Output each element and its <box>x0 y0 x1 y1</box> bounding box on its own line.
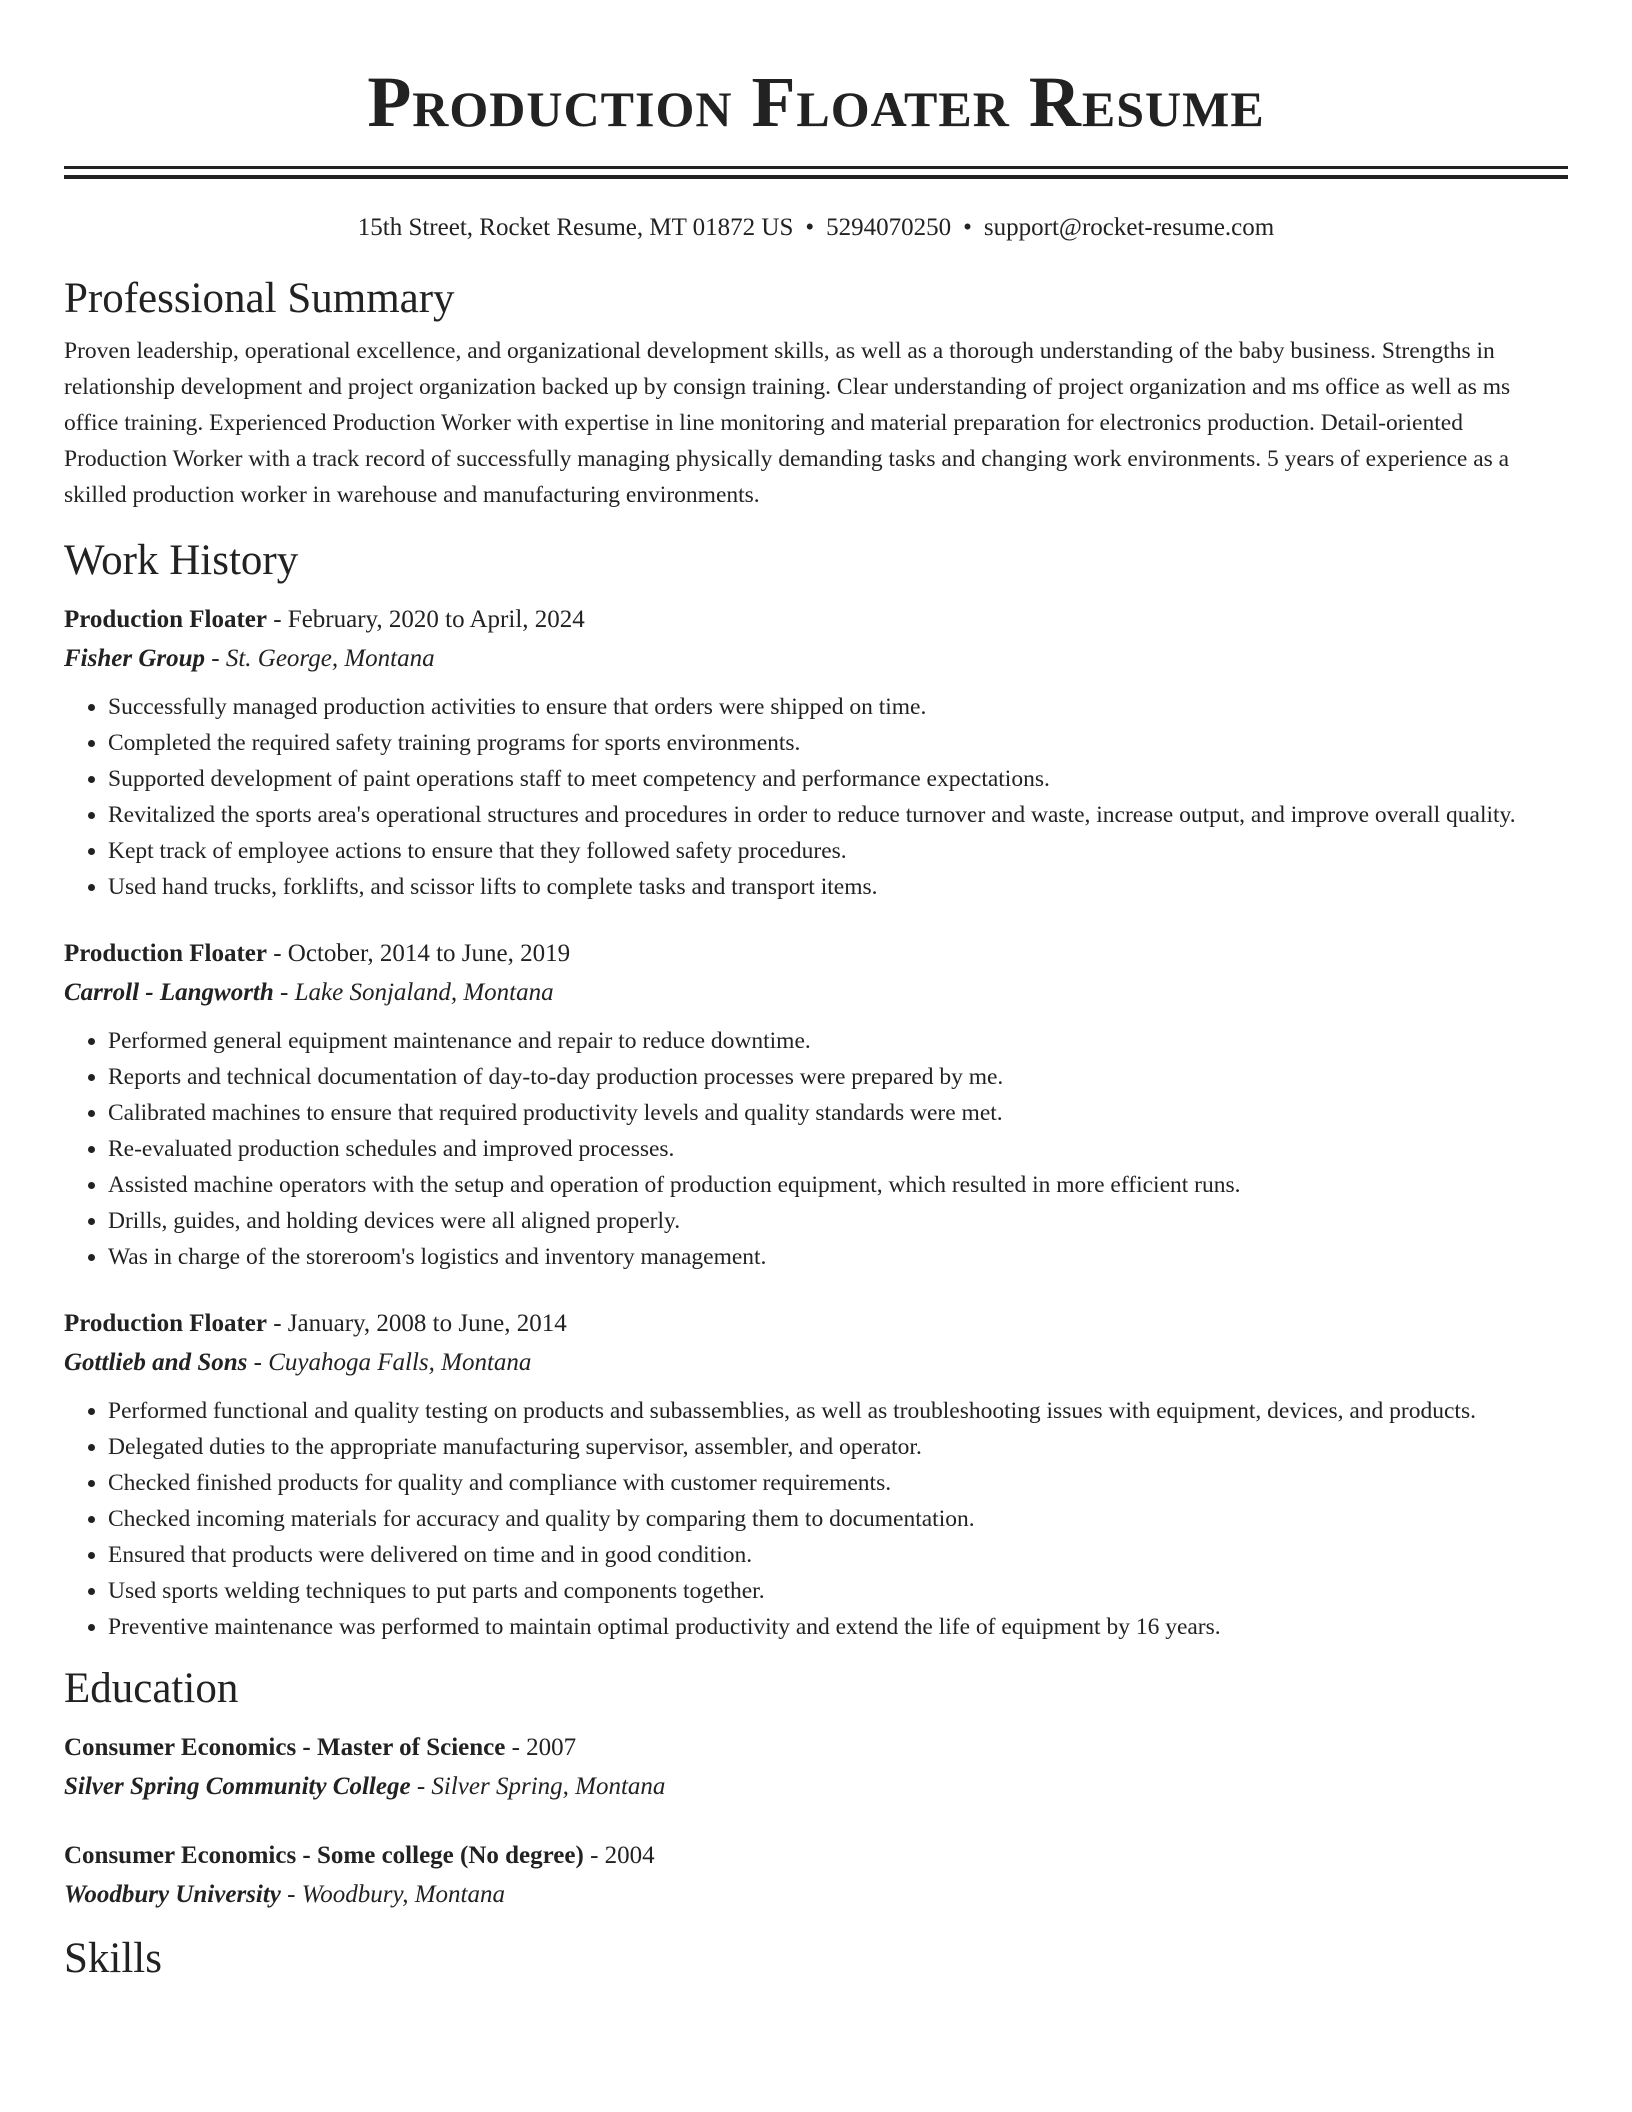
job-company: Fisher Group <box>64 645 206 672</box>
job-entry <box>64 1305 1568 1645</box>
contact-address: 15th Street, Rocket Resume, MT 01872 US <box>357 214 794 241</box>
job-title-line <box>64 601 1568 639</box>
job-company-line <box>64 639 1568 679</box>
contact-line <box>64 213 1568 243</box>
job-company: Carroll - Langworth <box>64 979 274 1006</box>
list-item: • Calibrated machines to ensure that required productivity levels and quality standards were met. <box>108 1095 1568 1131</box>
education-entry <box>64 1729 1568 1807</box>
education-degree-line <box>64 1837 1568 1875</box>
list-item: • Kept track of employee actions to ensure that they followed safety procedures. <box>108 833 1568 869</box>
list-item: • Supported development of paint operations staff to meet competency and performance expectations. <box>108 761 1568 797</box>
title-divider-bottom <box>64 175 1568 179</box>
education-school: Woodbury University <box>64 1881 281 1908</box>
list-item: • Checked incoming materials for accuracy and quality by comparing them to documentation. <box>108 1501 1568 1537</box>
contact-phone: 5294070250 <box>826 214 952 241</box>
job-dates: - October, 2014 to June, 2019 <box>266 940 571 967</box>
list-item: • Reports and technical documentation of day-to-day production processes were prepared by me. <box>108 1059 1568 1095</box>
education-degree-line <box>64 1729 1568 1767</box>
job-company-line <box>64 973 1568 1013</box>
list-item: • Assisted machine operators with the setup and operation of production equipment, which resulted in more efficient runs. <box>108 1167 1568 1203</box>
education-year: - 2004 <box>583 1842 655 1869</box>
education-school-line <box>64 1875 1568 1915</box>
education-heading: Education <box>64 1665 239 1712</box>
education-location: - Silver Spring, Montana <box>410 1773 666 1800</box>
list-item: • Performed functional and quality testing on products and subassemblies, as well as troubleshooting issues with equipment, devices, and products. <box>108 1393 1568 1429</box>
summary-heading: Professional Summary <box>64 275 455 322</box>
list-item: • Delegated duties to the appropriate manufacturing supervisor, assembler, and operator. <box>108 1429 1568 1465</box>
contact-separator: • <box>805 214 815 241</box>
job-title: Production Floater <box>64 940 267 967</box>
job-location: - St. George, Montana <box>205 645 435 672</box>
job-title-line <box>64 935 1568 973</box>
list-item: • Used sports welding techniques to put parts and components together. <box>108 1573 1568 1609</box>
education-entry <box>64 1837 1568 1915</box>
list-item: • Revitalized the sports area's operational structures and procedures in order to reduce turnover and waste, increase output, and improve overall quality. <box>108 797 1568 833</box>
page-title: Production Floater Resume <box>367 62 1265 142</box>
job-company: Gottlieb and Sons <box>64 1349 248 1376</box>
list-item: • Drills, guides, and holding devices were all aligned properly. <box>108 1203 1568 1239</box>
job-bullets <box>64 1023 1568 1275</box>
job-dates: - January, 2008 to June, 2014 <box>266 1310 567 1337</box>
education-school-line <box>64 1767 1568 1807</box>
education-year: - 2007 <box>505 1734 577 1761</box>
list-item: • Successfully managed production activities to ensure that orders were shipped on time. <box>108 689 1568 725</box>
list-item: • Checked finished products for quality and compliance with customer requirements. <box>108 1465 1568 1501</box>
contact-separator: • <box>963 214 972 241</box>
education-location: - Woodbury, Montana <box>280 1881 505 1908</box>
job-title: Production Floater <box>64 606 267 633</box>
job-dates: - February, 2020 to April, 2024 <box>266 606 585 633</box>
list-item: • Performed general equipment maintenance and repair to reduce downtime. <box>108 1023 1568 1059</box>
list-item: • Re-evaluated production schedules and improved processes. <box>108 1131 1568 1167</box>
list-item: • Preventive maintenance was performed to maintain optimal productivity and extend the life of equipment by 16 years. <box>108 1609 1568 1645</box>
job-entry <box>64 601 1568 905</box>
education-degree: Consumer Economics - Master of Science <box>64 1734 506 1761</box>
summary-text: Proven leadership, operational excellence, and organizational development skills, as well as a thorough understanding of the baby business. Strengths in relationship development and project organization backed up by consign training. Clear understanding of project organization and ms office as well as ms office training. Experienced Production Worker with expertise in line monitoring and material preparation for electronics production. Detail-oriented Production Worker with a track record of successfully managing physically demanding tasks and changing work environments. 5 years of experience as a skilled production worker in warehouse and manufacturing environments. <box>64 338 1511 508</box>
job-location: - Cuyahoga Falls, Montana <box>247 1349 532 1376</box>
job-bullets <box>64 689 1568 905</box>
job-entry <box>64 935 1568 1275</box>
work-history-heading: Work History <box>64 537 299 584</box>
contact-email: support@rocket-resume.com <box>983 214 1275 241</box>
list-item: • Completed the required safety training programs for sports environments. <box>108 725 1568 761</box>
job-bullets <box>64 1393 1568 1645</box>
job-location: - Lake Sonjaland, Montana <box>273 979 554 1006</box>
skills-heading: Skills <box>64 1935 162 1982</box>
job-title-line <box>64 1305 1568 1343</box>
list-item: • Used hand trucks, forklifts, and scissor lifts to complete tasks and transport items. <box>108 869 1568 905</box>
education-school: Silver Spring Community College <box>64 1773 411 1800</box>
list-item: • Was in charge of the storeroom's logistics and inventory management. <box>108 1239 1568 1275</box>
title-divider-top <box>64 166 1568 169</box>
list-item: • Ensured that products were delivered on time and in good condition. <box>108 1537 1568 1573</box>
job-title: Production Floater <box>64 1310 267 1337</box>
job-company-line <box>64 1343 1568 1383</box>
education-degree: Consumer Economics - Some college (No degree) <box>64 1842 584 1869</box>
